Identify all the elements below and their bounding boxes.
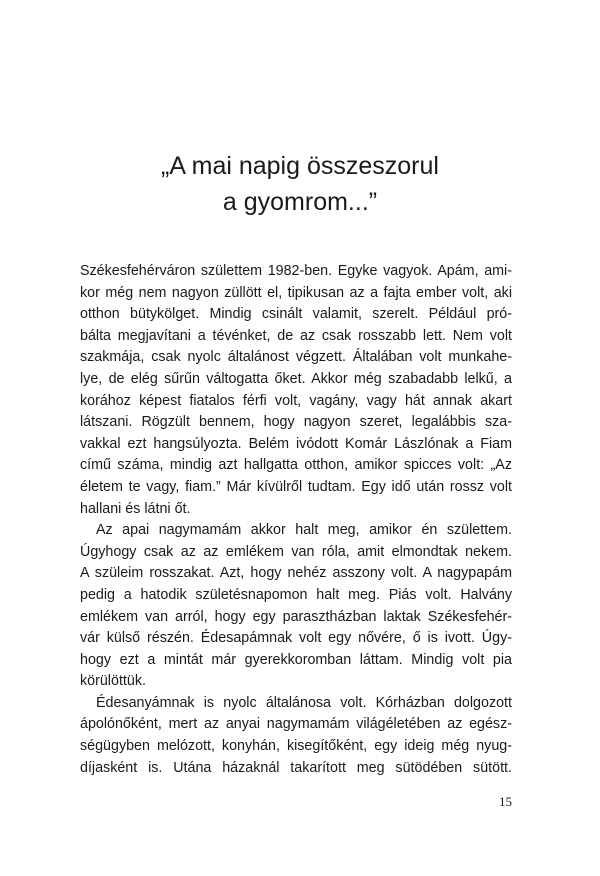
text-line: korához képest fiatalos férfi volt, vagány, vagy hát annak akart (80, 392, 512, 409)
text-line: bálta megjavítani a tévénket, de az csak rosszabb lett. Nem volt (80, 327, 512, 344)
text-line: Édesanyámnak is nyolc általánosa volt. Kórházban dolgozott (96, 694, 512, 711)
text-line: pedig a hatodik születésnapomon halt meg. Piás volt. Halvány (80, 586, 512, 603)
paragraph-2 (80, 520, 512, 693)
text-line: körülöttük. (80, 673, 146, 690)
chapter-title (60, 148, 540, 220)
text-line: életem te vagy, fiam.” Már kívülről tudtam. Egy idő után rossz volt (80, 478, 512, 495)
text-line: Székesfehérváron születtem 1982-ben. Egyke vagyok. Apám, ami- (80, 263, 512, 279)
body-text (80, 261, 512, 779)
text-line: díjasként is. Utána házaknál takarított meg sütödében sütött. (80, 759, 512, 776)
text-line: kor még nem nagyon züllött el, tipikusan az a fajta ember volt, aki (80, 284, 512, 301)
text-line: ségügyben melózott, konyhán, kisegítőként, egy ideig még nyug- (80, 738, 512, 755)
text-line: Úgyhogy csak az az emlékem van róla, amit elmondtak nekem. (80, 543, 512, 560)
text-line: otthon bütykölget. Mindig csinált valamit, szerelt. Például pró- (80, 306, 512, 323)
text-line: ápolónőként, mert az anyai nagymamám világéletében az egész- (80, 716, 512, 733)
text-line: látszani. Rögzült bennem, hogy nagyon szeret, legalábbis sza- (80, 414, 512, 431)
text-line: szakmája, csak nyolc általánost végzett. Általában volt munkahe- (80, 349, 512, 366)
text-line: hallani és látni őt. (80, 500, 191, 517)
text-line: lye, de elég sűrűn váltogatta őket. Akkor még szabadabb lelkű, a (80, 370, 512, 387)
text-line: című száma, mindig azt hallgatta otthon, amikor spicces volt: „Az (80, 457, 512, 474)
text-line: A szüleim rosszakat. Azt, hogy nehéz asszony volt. A nagypapám (80, 565, 512, 582)
chapter-title-line-2: a gyomrom...” (222, 188, 378, 216)
paragraph-1 (80, 261, 512, 520)
text-line: hogy ezt a mintát már gyerekkoromban láttam. Mindig volt pia (80, 651, 512, 668)
paragraph-3 (80, 693, 512, 779)
text-line: vakkal ezt hangsúlyozta. Belém ivódott Komár Lászlónak a Fiam (80, 435, 512, 452)
text-line: Az apai nagymamám akkor halt meg, amikor én születtem. (96, 522, 512, 539)
chapter-title-line-1: „A mai napig összeszorul (161, 152, 439, 180)
page-number: 15 (499, 794, 512, 809)
text-line: vár külső részén. Édesapámnak volt egy nővére, ő is ivott. Úgy- (80, 630, 512, 647)
text-line: emlékem van arról, hogy egy parasztházban laktak Székesfehér- (80, 608, 512, 625)
